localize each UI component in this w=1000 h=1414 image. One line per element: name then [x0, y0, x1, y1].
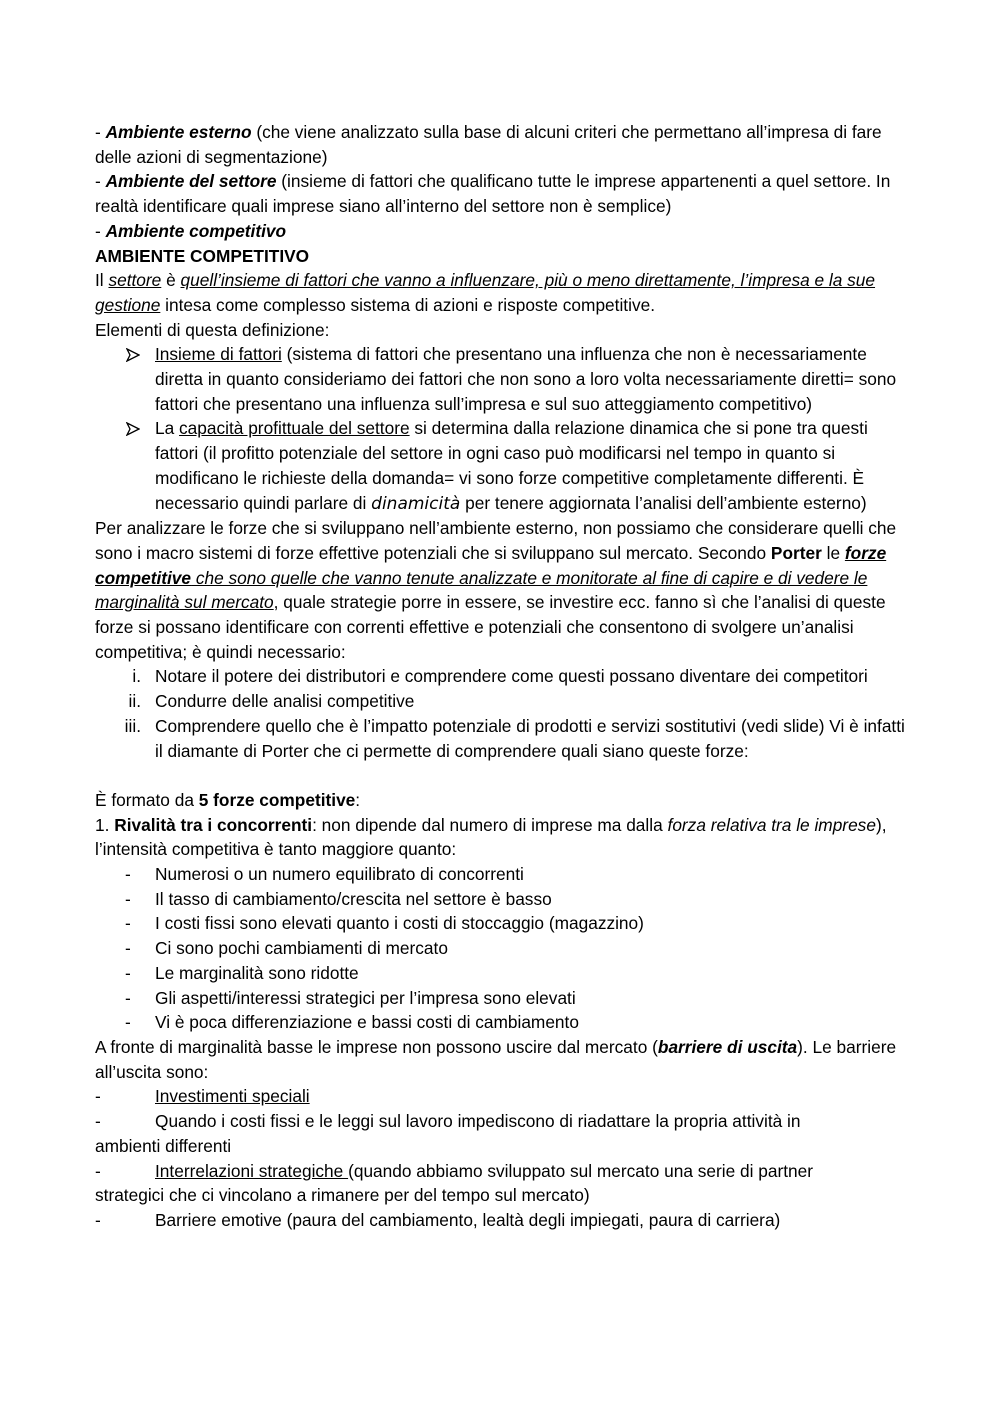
dash-marker: -: [95, 1209, 101, 1230]
element-term: capacità profittuale del settore: [179, 418, 410, 439]
paragraph-five-forces: [95, 788, 915, 813]
paragraph-exit-barriers: [95, 1035, 915, 1084]
list-item: [95, 961, 915, 986]
definition-italic: quell’insieme di fattori che vanno a influenzare, più o meno direttamente, l’impresa e la sue gestione: [95, 270, 876, 315]
roman-item-3: [95, 714, 915, 763]
exit-item-continuation: strategici che ci vincolano a rimanere per del tempo sul mercato): [95, 1185, 590, 1206]
paragraph-definition: [95, 268, 915, 317]
paragraph-rivalry: [95, 813, 915, 862]
paragraph-ambiente-competitivo: [95, 219, 915, 244]
roman-item-1: [95, 664, 915, 689]
roman-text: Notare il potere dei distributori e comprendere come questi possano diventare dei competitori: [155, 666, 868, 687]
dash-marker: -: [125, 864, 131, 885]
five-forces-bold: 5 forze competitive: [198, 789, 356, 810]
term-ambiente-esterno: Ambiente esterno: [105, 122, 252, 142]
term-settore: settore: [108, 270, 162, 291]
rivalry-title: Rivalità tra i concorrenti: [114, 814, 313, 835]
section-heading: AMBIENTE COMPETITIVO: [95, 245, 310, 266]
text: È formato da: [95, 789, 199, 810]
dash-marker: -: [125, 888, 131, 909]
dash-marker: -: [125, 938, 131, 959]
text: , quale strategie porre in essere, se investire ecc. fanno sì che l’analisi di queste forze si possano identificare con correnti effettive e potenziali che consentono di svolgere un’analisi competitiva; è quindi necessario:: [95, 592, 886, 662]
roman-text: Condurre delle analisi competitive: [155, 691, 415, 712]
text: per tenere aggiornata l’analisi dell’ambiente esterno): [460, 492, 867, 513]
text: ). Le barriere all’uscita sono:: [95, 1037, 897, 1082]
exit-item: [95, 1109, 915, 1134]
text: Il: [95, 270, 109, 291]
dash: -: [95, 220, 106, 241]
paragraph-ambiente-esterno: [95, 120, 915, 169]
text: ), l’intensità competitiva è tanto maggiore quanto:: [95, 814, 887, 860]
text: 1.: [95, 814, 115, 835]
list-item-text: Gli aspetti/interessi strategici per l’impresa sono elevati: [155, 987, 576, 1008]
paragraph-ambiente-settore: [95, 169, 915, 218]
exit-item: [95, 1208, 915, 1233]
list-item: [95, 986, 915, 1011]
list-item: [95, 936, 915, 961]
list-item-text: Numerosi o un numero equilibrato di concorrenti: [155, 864, 524, 885]
text: Per analizzare le forze che si sviluppano nell’ambiente esterno, non possiamo che considerare quelli che sono i macro sistemi di forze effettive potenziali che si sviluppano sul mercato. Secondo: [95, 518, 897, 563]
text: :: [355, 789, 361, 810]
text: (che viene analizzato sulla base di alcuni criteri che permettano all’impresa di fare delle azioni di segmentazione): [95, 122, 882, 167]
term-ambiente-competitivo: Ambiente competitivo: [105, 220, 287, 241]
text: : non dipende dal numero di imprese ma dalla: [312, 814, 668, 835]
exit-barriers-list: [95, 1084, 915, 1232]
list-item: [95, 887, 915, 912]
dash-marker: -: [125, 987, 131, 1008]
roman-marker: ii.: [128, 691, 141, 712]
list-item: [95, 911, 915, 936]
roman-text: Comprendere quello che è l’impatto potenziale di prodotti e servizi sostitutivi (vedi slide) Vi è infatti il diamante di Porter che ci permette di comprendere quali siano queste forze:: [155, 715, 905, 761]
dash-marker: -: [95, 1111, 101, 1132]
list-item-text: Vi è poca differenziazione e bassi costi di cambiamento: [155, 1012, 579, 1033]
element-item-2: [95, 416, 915, 516]
blank-line: [95, 763, 915, 788]
emphasis-dinamicita: dinamicità: [371, 493, 461, 514]
dash-marker: -: [125, 913, 131, 934]
roman-marker: i.: [132, 666, 141, 687]
list-item-text: Il tasso di cambiamento/crescita nel settore è basso: [155, 888, 552, 909]
exit-item-term: Investimenti speciali: [155, 1086, 310, 1107]
arrow-bullet-icon: [126, 348, 140, 362]
rivalry-italic: forza relativa tra le imprese: [667, 814, 876, 835]
exit-item: [95, 1159, 915, 1184]
exit-item-text: (quando abbiamo sviluppato sul mercato una serie di partner: [348, 1160, 814, 1181]
paragraph-porter: [95, 516, 915, 664]
exit-item-text: Barriere emotive (paura del cambiamento, lealtà degli impiegati, paura di carriera): [155, 1209, 781, 1230]
text: (insieme di fattori che qualificano tutte le imprese appartenenti a quel settore. In realtà identificare quali imprese siano all’interno del settore non è semplice): [95, 171, 891, 217]
term-barriere-uscita: barriere di uscita: [657, 1037, 798, 1057]
element-item-1: [95, 342, 915, 416]
exit-item-term: Interrelazioni strategiche: [155, 1160, 349, 1181]
dash-marker: -: [95, 1160, 101, 1181]
list-item: [95, 1010, 915, 1035]
term-ambiente-settore: Ambiente del settore: [105, 171, 277, 192]
rivalry-list: [95, 862, 915, 1035]
exit-item: [95, 1084, 915, 1109]
document-body: [95, 120, 915, 1233]
list-item-text: Ci sono pochi cambiamenti di mercato: [155, 938, 448, 959]
text: A fronte di marginalità basse le imprese non possono uscire dal mercato (: [95, 1037, 658, 1057]
dash-marker: -: [125, 1012, 131, 1033]
dash-marker: -: [95, 1086, 101, 1107]
roman-marker: iii.: [124, 715, 141, 736]
text: le: [821, 542, 845, 563]
porter-name: Porter: [770, 542, 822, 563]
list-item-text: Le marginalità sono ridotte: [155, 962, 359, 983]
dash: -: [95, 171, 106, 192]
text: intesa come complesso sistema di azioni e risposte competitive.: [160, 294, 655, 315]
roman-item-2: [95, 689, 915, 714]
element-text: (sistema di fattori che presentano una influenza che non è necessariamente diretta in quanto consideriamo dei fattori che non sono a loro volta necessariamente diretti= sono fattori che presentano una influenza sull’impresa e sul suo atteggiamento competitivo): [155, 344, 897, 414]
exit-item-text: Quando i costi fissi e le leggi sul lavoro impediscono di riadattare la propria attività in: [155, 1111, 801, 1132]
elements-intro: Elementi di questa definizione:: [95, 319, 330, 340]
term-forze-competitive: forze competitive: [95, 542, 887, 588]
dash: -: [95, 122, 106, 142]
forces-definition: che sono quelle che vanno tenute analizzate e monitorate al fine di capire e di vedere le marginalità sul mercato: [95, 567, 868, 613]
list-item: [95, 862, 915, 887]
text: La: [155, 418, 180, 439]
dash-marker: -: [125, 962, 131, 983]
arrow-bullet-icon: [126, 422, 140, 436]
text: è: [161, 270, 181, 291]
exit-item-continuation: ambienti differenti: [95, 1135, 232, 1156]
element-text: si determina dalla relazione dinamica che si pone tra questi fattori (il profitto potenziale del settore in ogni caso può modificarsi nel tempo in quanto si modificano le richieste della domanda= vi sono forze competitive completamente differenti. È necessario quindi parlare di: [155, 418, 868, 513]
list-item-text: I costi fissi sono elevati quanto i costi di stoccaggio (magazzino): [155, 913, 644, 934]
element-term: Insieme di fattori: [155, 344, 282, 365]
